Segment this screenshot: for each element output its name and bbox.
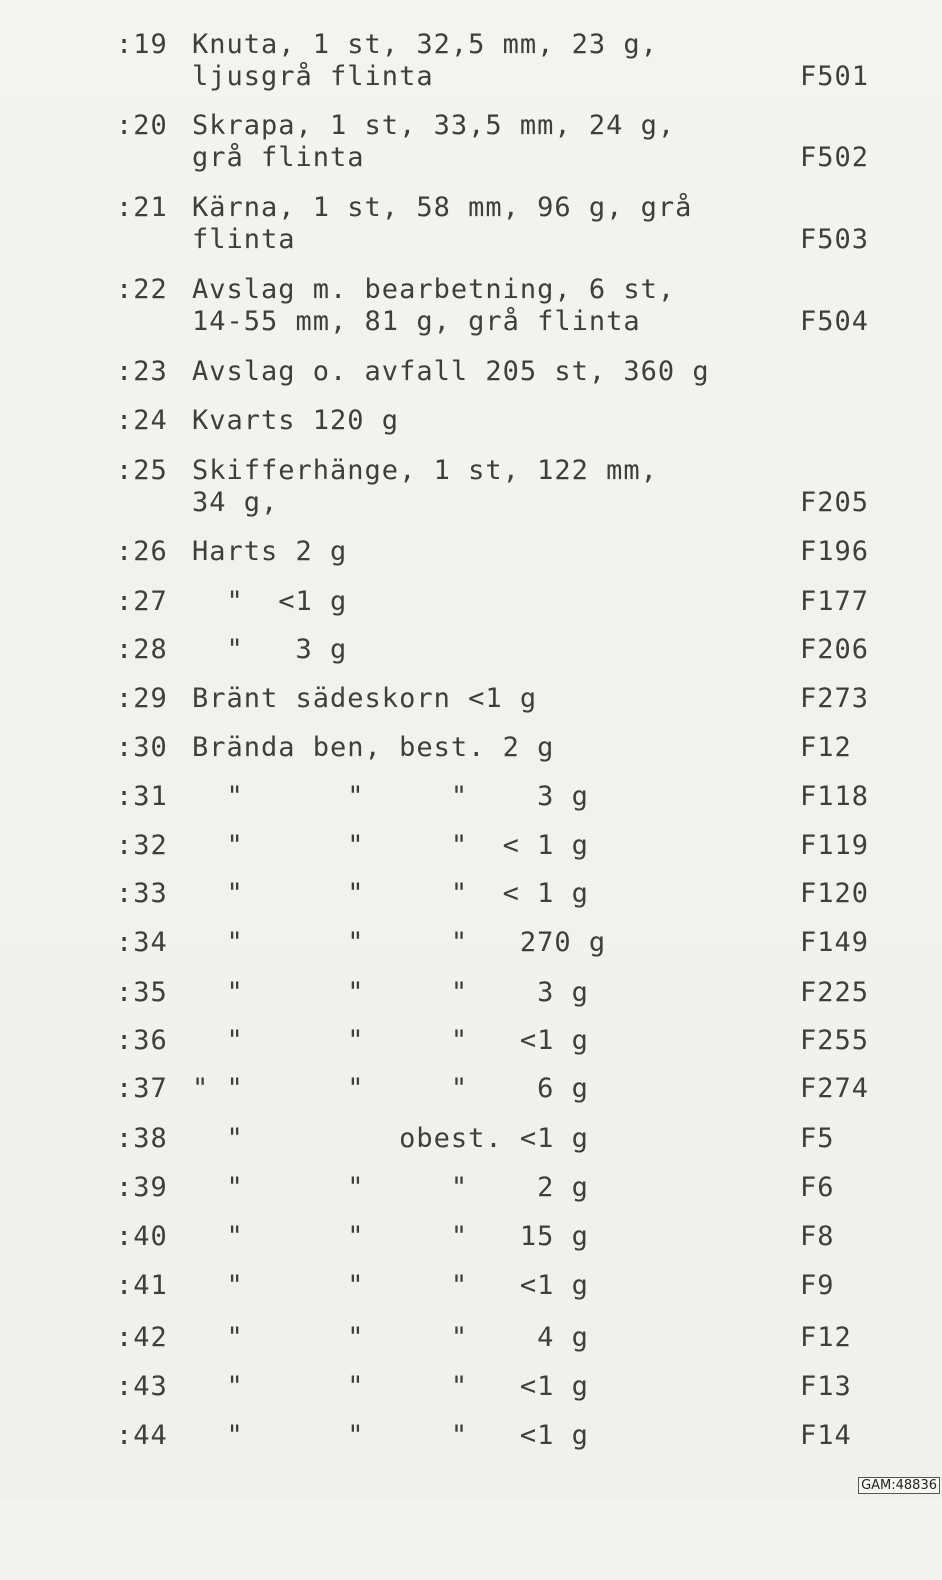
entry-description: " 3 g bbox=[192, 634, 348, 665]
entry-number: :20 bbox=[116, 110, 168, 141]
entry-code: F274 bbox=[800, 1073, 870, 1104]
entry-description: Skifferhänge, 1 st, 122 mm, bbox=[192, 455, 658, 486]
entry-description-continued: grå flinta bbox=[192, 142, 365, 173]
catalog-id-label: GAM:48836 bbox=[858, 1477, 940, 1494]
entry-description-continued: flinta bbox=[192, 224, 296, 255]
entry-number: :44 bbox=[116, 1420, 168, 1451]
entry-number: :24 bbox=[116, 405, 168, 436]
entry-description: Bränt sädeskorn <1 g bbox=[192, 683, 538, 714]
entry-description: Avslag m. bearbetning, 6 st, bbox=[192, 274, 676, 305]
entry-number: :25 bbox=[116, 455, 168, 486]
entry-description: " " " 2 g bbox=[192, 1172, 589, 1203]
entry-number: :22 bbox=[116, 274, 168, 305]
entry-number: :33 bbox=[116, 878, 168, 909]
entry-code: F501 bbox=[800, 61, 870, 92]
entry-code: F119 bbox=[800, 830, 870, 861]
entry-code: F12 bbox=[800, 732, 852, 763]
entry-code: F118 bbox=[800, 781, 870, 812]
entry-number: :31 bbox=[116, 781, 168, 812]
entry-code: F206 bbox=[800, 634, 870, 665]
entry-code: F6 bbox=[800, 1172, 835, 1203]
entry-description: " " " < 1 g bbox=[192, 830, 589, 861]
entry-description: " " " < 1 g bbox=[192, 878, 589, 909]
entry-description: " " " 4 g bbox=[192, 1322, 589, 1353]
entry-code: F9 bbox=[800, 1270, 835, 1301]
entry-number: :26 bbox=[116, 536, 168, 567]
entry-code: F13 bbox=[800, 1371, 852, 1402]
entry-code: F225 bbox=[800, 977, 870, 1008]
entry-number: :28 bbox=[116, 634, 168, 665]
entry-description: " " " <1 g bbox=[192, 1371, 589, 1402]
entry-description-continued: 14-55 mm, 81 g, grå flinta bbox=[192, 306, 641, 337]
entry-number: :30 bbox=[116, 732, 168, 763]
entry-description: Kvarts 120 g bbox=[192, 405, 400, 436]
entry-number: :29 bbox=[116, 683, 168, 714]
entry-number: :36 bbox=[116, 1025, 168, 1056]
entry-code: F149 bbox=[800, 927, 870, 958]
entry-number: :34 bbox=[116, 927, 168, 958]
entry-number: :42 bbox=[116, 1322, 168, 1353]
entry-number: :21 bbox=[116, 192, 168, 223]
entry-code: F504 bbox=[800, 306, 870, 337]
entry-number: :40 bbox=[116, 1221, 168, 1252]
entry-code: F12 bbox=[800, 1322, 852, 1353]
entry-44 bbox=[0, 1420, 942, 1580]
entry-number: :37 bbox=[116, 1073, 168, 1104]
entry-description: " " " 15 g bbox=[192, 1221, 589, 1252]
entry-description: " <1 g bbox=[192, 586, 348, 617]
entry-description: Avslag o. avfall 205 st, 360 g bbox=[192, 356, 710, 387]
entry-number: :19 bbox=[116, 29, 168, 60]
entry-code: F502 bbox=[800, 142, 870, 173]
entry-number: :39 bbox=[116, 1172, 168, 1203]
entry-code: F5 bbox=[800, 1123, 835, 1154]
entry-number: :41 bbox=[116, 1270, 168, 1301]
entry-code: F255 bbox=[800, 1025, 870, 1056]
entry-code: F177 bbox=[800, 586, 870, 617]
entry-number: :23 bbox=[116, 356, 168, 387]
entry-number: :27 bbox=[116, 586, 168, 617]
entry-description: " " " 3 g bbox=[192, 977, 589, 1008]
entry-code: F273 bbox=[800, 683, 870, 714]
entry-description: " " " <1 g bbox=[192, 1420, 589, 1451]
entry-description: " " " 3 g bbox=[192, 781, 589, 812]
entry-code: F120 bbox=[800, 878, 870, 909]
entry-number: :32 bbox=[116, 830, 168, 861]
entry-description: Skrapa, 1 st, 33,5 mm, 24 g, bbox=[192, 110, 676, 141]
entry-number: :38 bbox=[116, 1123, 168, 1154]
entry-description: " " " 270 g bbox=[192, 927, 607, 958]
entry-code: F8 bbox=[800, 1221, 835, 1252]
entry-number: :43 bbox=[116, 1371, 168, 1402]
entry-code: F503 bbox=[800, 224, 870, 255]
entry-code: F196 bbox=[800, 536, 870, 567]
entry-description-continued: 34 g, bbox=[192, 487, 279, 518]
entry-description: " " " <1 g bbox=[192, 1025, 589, 1056]
entry-description: Knuta, 1 st, 32,5 mm, 23 g, bbox=[192, 29, 658, 60]
entry-description: Kärna, 1 st, 58 mm, 96 g, grå bbox=[192, 192, 693, 223]
entry-number: :35 bbox=[116, 977, 168, 1008]
entry-description: Brända ben, best. 2 g bbox=[192, 732, 555, 763]
entry-code: F205 bbox=[800, 487, 870, 518]
entry-description: " " " " 6 g bbox=[192, 1073, 589, 1104]
entry-description: " " " <1 g bbox=[192, 1270, 589, 1301]
entry-code: F14 bbox=[800, 1420, 852, 1451]
entry-description: " obest. <1 g bbox=[192, 1123, 589, 1154]
entry-description: Harts 2 g bbox=[192, 536, 348, 567]
entry-description-continued: ljusgrå flinta bbox=[192, 61, 434, 92]
